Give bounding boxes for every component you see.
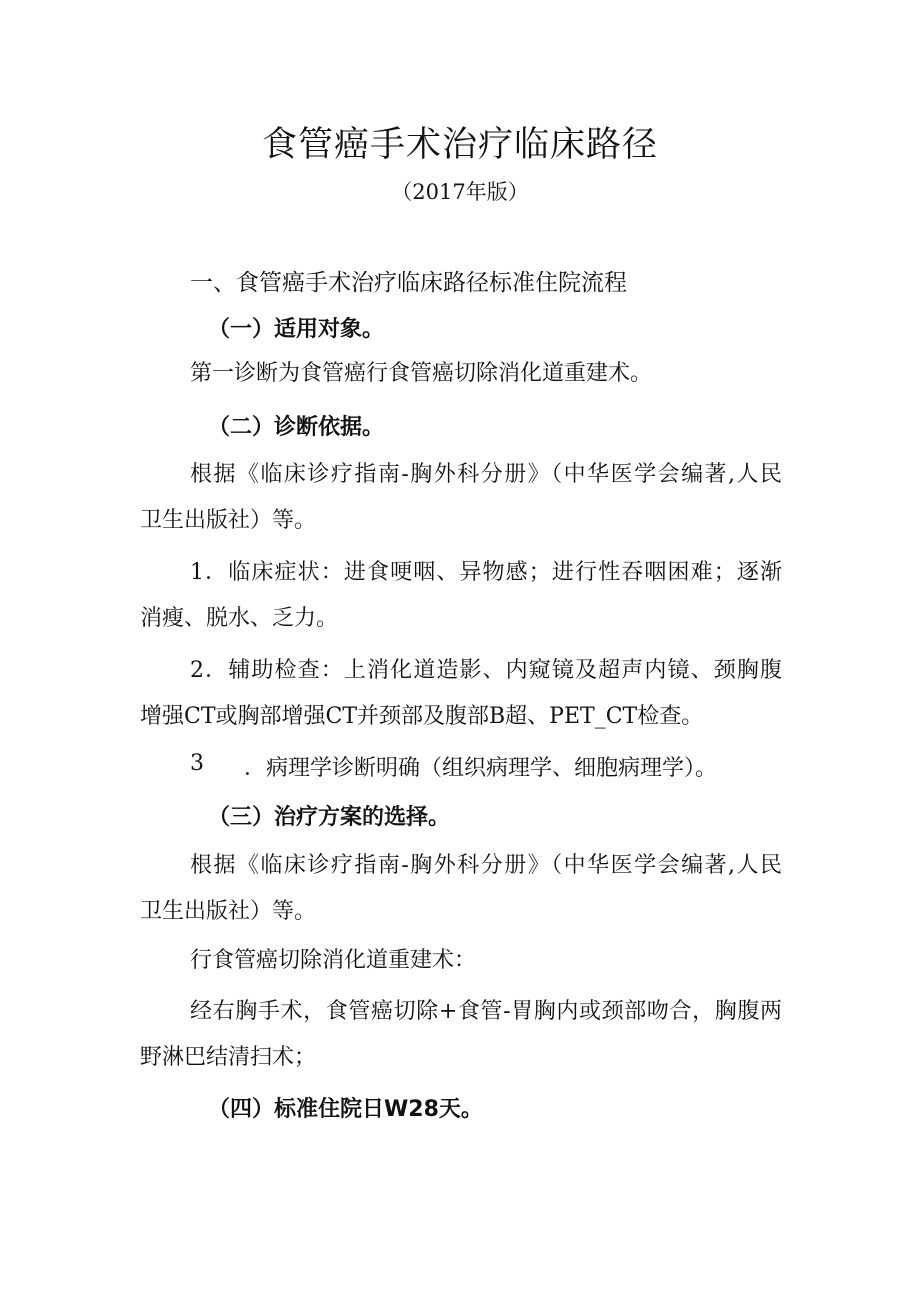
sub3-text1: 行食管癌切除消化道重建术： (190, 948, 477, 973)
item3-number: 3 (190, 751, 204, 776)
document-title: 食管癌手术治疗临床路径 (261, 125, 658, 165)
sub4-heading: （四）标准住院日W28天。 (208, 1097, 483, 1122)
item1-line2: 消瘦、脱水、乏力。 (140, 606, 339, 631)
sub3-text2-line2: 野淋巴结清扫术； (140, 1045, 317, 1070)
sub1-text: 第一诊断为食管癌行食管癌切除消化道重建术。 (190, 361, 653, 386)
sub3-text2-line1: 经右胸手术，食管癌切除+食管-胃胸内或颈部吻合，胸腹两 (190, 999, 782, 1024)
item1-line1: 1．临床症状：进食哽咽、异物感；进行性吞咽困难；逐渐 (190, 560, 782, 585)
item2-line2: 增强CT或胸部增强CT并颈部及腹部B超、PET_CT检查。 (140, 704, 704, 729)
sub2-ref-line1: 根据《临床诊疗指南-胸外科分册》（中华医学会编著,人民 (190, 462, 782, 487)
item2-line1: 2．辅助检查：上消化道造影、内窥镜及超声内镜、颈胸腹 (190, 658, 782, 683)
sub2-ref-line2: 卫生出版社）等。 (140, 508, 317, 533)
sub1-heading: （一）适用对象。 (208, 317, 385, 342)
section1-heading: 一、食管癌手术治疗临床路径标准住院流程 (190, 270, 627, 296)
document-subtitle: （2017年版） (391, 180, 529, 204)
item3-text: ．病理学诊断明确（组织病理学、细胞病理学）。 (244, 756, 718, 781)
sub2-heading: （二）诊断依据。 (208, 415, 385, 440)
sub3-ref-line1: 根据《临床诊疗指南-胸外科分册》（中华医学会编著,人民 (190, 853, 782, 878)
sub3-ref-line2: 卫生出版社）等。 (140, 899, 317, 924)
sub3-heading: （三）治疗方案的选择。 (208, 805, 451, 830)
